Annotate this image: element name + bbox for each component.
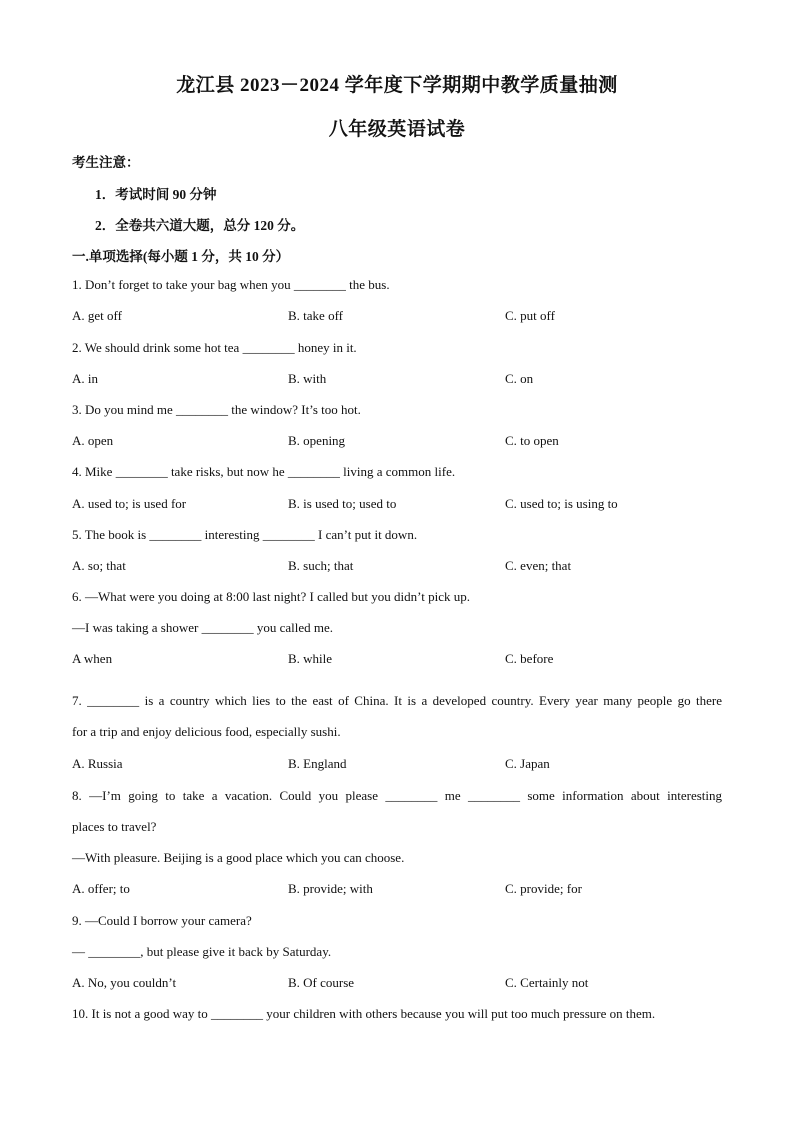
section-heading: 一.单项选择(每小题 1 分，共 10 分） (72, 249, 290, 264)
question-2-option-b[interactable]: B. with (288, 371, 327, 386)
exam-subtitle: 八年级英语试卷 (328, 119, 466, 140)
exam-title: 龙江县 2023－2024 学年度下学期期中教学质量抽测 (176, 75, 618, 96)
question-3-option-a[interactable]: A. open (72, 433, 114, 448)
question-2-option-a[interactable]: A. in (72, 371, 98, 386)
question-8-stem: 8. —I’m going to take a vacation. Could you please ________ me ________ some information about interesting (72, 788, 722, 803)
question-5-option-a[interactable]: A. so; that (72, 558, 126, 573)
question-7-option-a[interactable]: A. Russia (72, 756, 123, 771)
notice-item-1: 1．考试时间 90 分钟 (95, 187, 217, 202)
question-8-option-c[interactable]: C. provide; for (505, 881, 582, 896)
question-7-option-c[interactable]: C. Japan (505, 756, 550, 771)
question-10-stem: 10. It is not a good way to ________ your children with others because you will put too much pressure on them. (72, 1006, 656, 1021)
question-9-option-c[interactable]: C. Certainly not (505, 975, 589, 990)
question-4-option-b[interactable]: B. is used to; used to (288, 496, 397, 511)
question-6-stem: 6. —What were you doing at 8:00 last night? I called but you didn’t pick up. (72, 589, 470, 604)
question-2-stem: 2. We should drink some hot tea ________ honey in it. (72, 340, 357, 355)
question-5-option-b[interactable]: B. such; that (288, 558, 354, 573)
question-8-stem-2: places to travel? (72, 819, 157, 834)
notice-item-2: 2．全卷共六道大题，总分 120 分。 (95, 218, 305, 233)
question-1-option-a[interactable]: A. get off (72, 308, 122, 323)
question-4-option-a[interactable]: A. used to; is used for (72, 496, 187, 511)
question-4-option-c[interactable]: C. used to; is using to (505, 496, 618, 511)
question-1-option-c[interactable]: C. put off (505, 308, 555, 323)
question-7-stem-2: for a trip and enjoy delicious food, especially sushi. (72, 724, 341, 739)
question-7-stem: 7. ________ is a country which lies to the east of China. It is a developed country. Every year many people go there (72, 693, 722, 708)
question-6-stem-2: —I was taking a shower ________ you called me. (72, 620, 334, 635)
question-3-stem: 3. Do you mind me ________ the window? It’s too hot. (72, 402, 361, 417)
question-4-stem: 4. Mike ________ take risks, but now he ________ living a common life. (72, 464, 456, 479)
question-9-stem: 9. —Could I borrow your camera? (72, 913, 252, 928)
question-2-option-c[interactable]: C. on (505, 371, 534, 386)
question-8-stem-3: —With pleasure. Beijing is a good place which you can choose. (72, 850, 405, 865)
question-6-option-a[interactable]: A when (72, 651, 113, 666)
question-5-option-c[interactable]: C. even; that (505, 558, 572, 573)
question-9-option-b[interactable]: B. Of course (288, 975, 355, 990)
notice-heading: 考生注意： (72, 155, 140, 170)
question-7-option-b[interactable]: B. England (288, 756, 347, 771)
question-1-option-b[interactable]: B. take off (288, 308, 343, 323)
question-8-option-b[interactable]: B. provide; with (288, 881, 373, 896)
question-1-stem: 1. Don’t forget to take your bag when you ________ the bus. (72, 277, 390, 292)
question-6-option-c[interactable]: C. before (505, 651, 554, 666)
question-3-option-c[interactable]: C. to open (505, 433, 559, 448)
question-9-option-a[interactable]: A. No, you couldn’t (72, 975, 177, 990)
question-5-stem: 5. The book is ________ interesting ________ I can’t put it down. (72, 527, 418, 542)
question-3-option-b[interactable]: B. opening (288, 433, 346, 448)
question-9-stem-2: — ________, but please give it back by Saturday. (72, 944, 332, 959)
question-8-option-a[interactable]: A. offer; to (72, 881, 130, 896)
question-6-option-b[interactable]: B. while (288, 651, 333, 666)
